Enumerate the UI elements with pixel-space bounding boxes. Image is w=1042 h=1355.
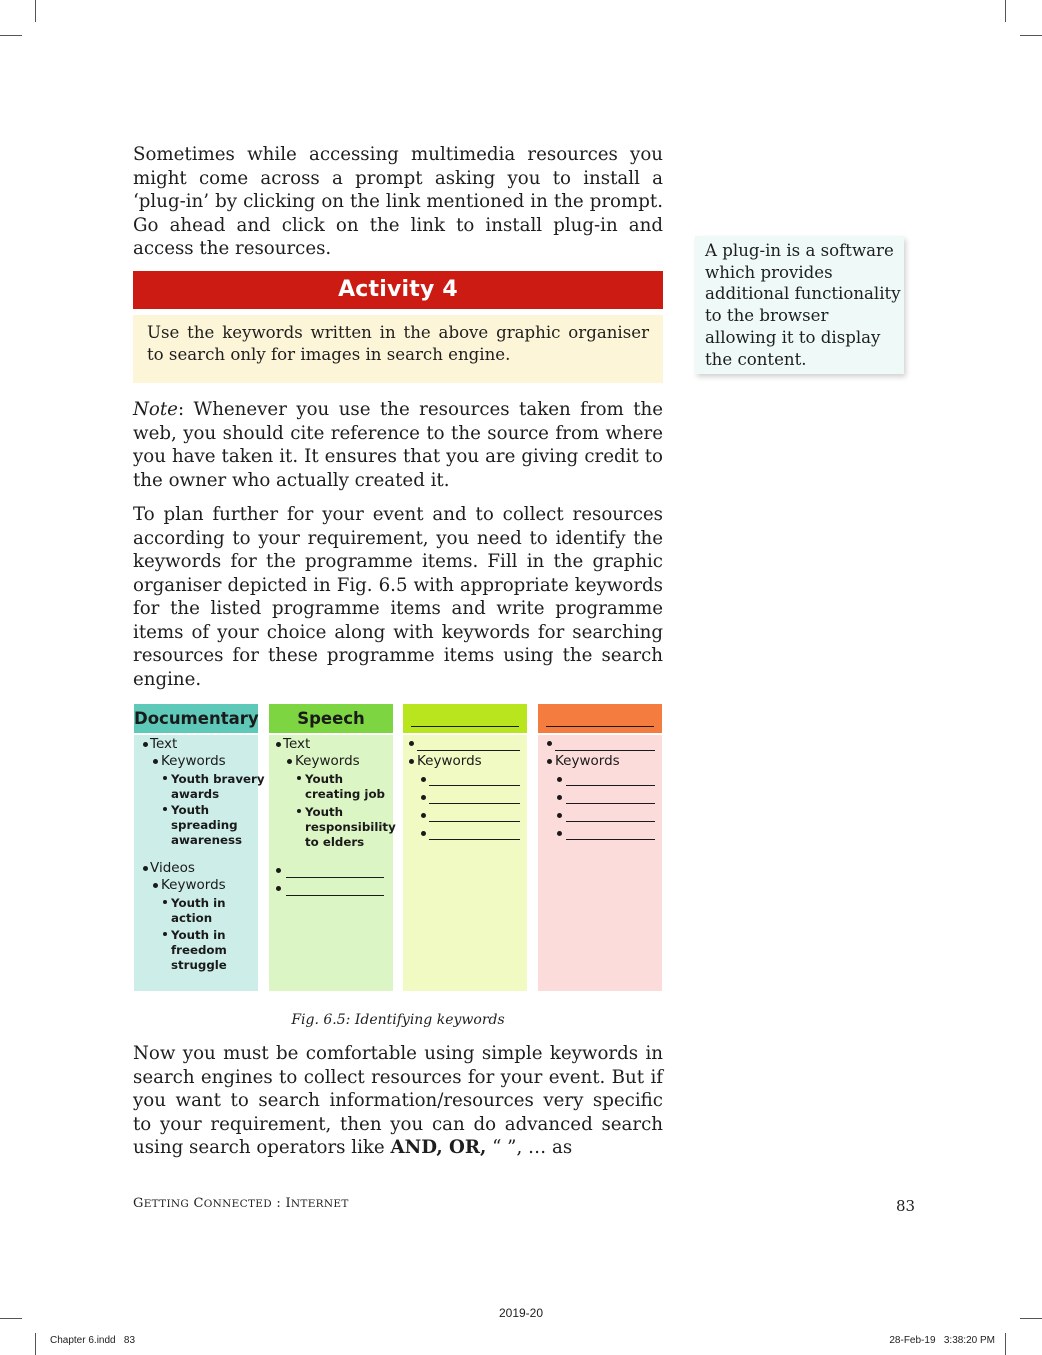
blank-line [429,839,520,840]
blank-line [429,785,520,786]
final-text-end: “ ”, … as [486,1137,573,1158]
blank-column-3-heading [403,704,527,733]
keywords-label: Keywords [295,753,360,769]
bullet-icon [153,883,158,888]
bullet-icon [557,831,562,836]
footer-title-part: ETTING [143,1198,190,1210]
keyword-item: awards [171,787,220,801]
session-year: 2019-20 [498,1306,544,1320]
bullet-icon [163,807,167,811]
running-footer-title [133,1196,349,1211]
bullet-icon [547,741,552,746]
final-text: Now you must be comfortable using simple keywords in search engines to collect resources for your event. But if you want to search information/resources very specific to your requirement, then you can do advanced search using search operators like [133,1043,663,1158]
videos-label: Videos [150,860,195,876]
keyword-item: Youth in [171,896,226,910]
bullet-icon [409,759,414,764]
footer-title-part: G [133,1196,144,1211]
keyword-item: Youth in [171,928,226,942]
page-number: 83 [896,1197,916,1215]
blank-line [417,750,520,751]
operators-bold: AND, OR, [390,1137,487,1158]
bullet-icon [276,868,281,873]
bullet-icon [421,777,426,782]
documentary-heading: Documentary [134,704,258,733]
footer-title-part: : I [271,1196,291,1211]
crop-mark [35,1333,36,1355]
footer-title-part: ONNECTED [203,1198,272,1210]
bullet-icon [163,932,167,936]
activity-text: Use the keywords written in the above graphic organiser to search only for images in search engine. [133,315,663,383]
note-text: : Whenever you use the resources taken from the web, you should cite reference to the source from where you have taken it. It ensures that you are giving credit to the owner who actually created it. [133,399,663,491]
keyword-item: spreading [171,818,238,832]
bullet-icon [287,759,292,764]
blank-column-3-body [403,735,527,991]
speech-heading: Speech [269,704,393,733]
bullet-icon [557,777,562,782]
keyword-item: Youth bravery [171,772,265,786]
blank-line [566,821,655,822]
bullet-icon [276,742,281,747]
crop-mark [1020,35,1042,36]
blank-column-4-body [538,735,662,991]
keywords-label: Keywords [161,753,226,769]
final-paragraph [133,1042,663,1160]
intro-paragraph: Sometimes while accessing multimedia resources you might come across a prompt asking you to install a ‘plug-in’ by clicking on the link mentioned in the prompt. Go ahead and click on the link to install plug-in and access the resources. [133,144,663,259]
blank-line [429,803,520,804]
text-label: Text [283,736,311,752]
blank-line [555,750,655,751]
crop-mark [1005,0,1006,22]
bullet-icon [143,742,148,747]
bullet-icon [143,866,148,871]
note-paragraph [133,398,663,492]
keyword-item: Youth [171,803,209,817]
blank-line [546,726,654,727]
footer-title-part: NTERNET [290,1198,349,1210]
bullet-icon [409,741,414,746]
bullet-icon [557,795,562,800]
plug-in-sidenote: A plug-in is a software which provides additional functionality to the browser allowing it to display the content. [695,236,904,374]
bullet-icon [163,900,167,904]
plan-paragraph: To plan further for your event and to collect resources according to your requirement, you need to identify the keywords for the programme items. Fill in the graphic organiser depicted in Fig. 6.5 with appropriate keywords for the listed programme items and write programme items of your choice along with keywords for searching resources for these programme items using the search engine. [133,504,663,690]
keyword-item: awareness [171,833,243,847]
crop-mark [0,35,22,36]
keyword-item: freedom [171,943,227,957]
bullet-icon [557,813,562,818]
keyword-item: responsibility [305,820,396,834]
keywords-label: Keywords [417,753,482,769]
documentary-column [134,704,265,991]
crop-mark [1005,1333,1006,1355]
speech-column [269,704,396,991]
blank-line [566,839,655,840]
keywords-label: Keywords [161,877,226,893]
blank-line [566,803,655,804]
speech-body [269,735,396,991]
keyword-item: Youth [305,772,343,786]
bullet-icon [163,776,167,780]
keyword-item: struggle [171,958,227,972]
print-slug-file: Chapter 6.indd 83 [50,1335,136,1346]
text-label: Text [150,736,178,752]
keyword-item: action [171,911,213,925]
bullet-icon [547,759,552,764]
figure-caption: Fig. 6.5: Identifying keywords [291,1012,505,1028]
blank-line [411,726,519,727]
bullet-icon [153,759,158,764]
blank-line [566,785,655,786]
bullet-icon [421,831,426,836]
blank-column-4 [538,704,662,991]
blank-column-3 [403,704,527,991]
keyword-item: creating job [305,787,385,801]
blank-column-4-heading [538,704,662,733]
activity-title: Activity 4 [133,271,663,309]
documentary-body [134,735,265,991]
bullet-icon [297,809,301,813]
crop-mark [35,0,36,22]
bullet-icon [421,795,426,800]
blank-line [286,895,384,896]
bullet-icon [421,813,426,818]
blank-line [429,821,520,822]
footer-title-part: C [189,1196,204,1211]
bullet-icon [297,776,301,780]
keywords-label: Keywords [555,753,620,769]
keyword-item: to elders [305,835,365,849]
note-label: Note [133,399,178,420]
blank-line [286,877,384,878]
keyword-item: Youth [305,805,343,819]
bullet-icon [276,886,281,891]
print-slug-date: 28-Feb-19 3:38:20 PM [889,1335,995,1346]
